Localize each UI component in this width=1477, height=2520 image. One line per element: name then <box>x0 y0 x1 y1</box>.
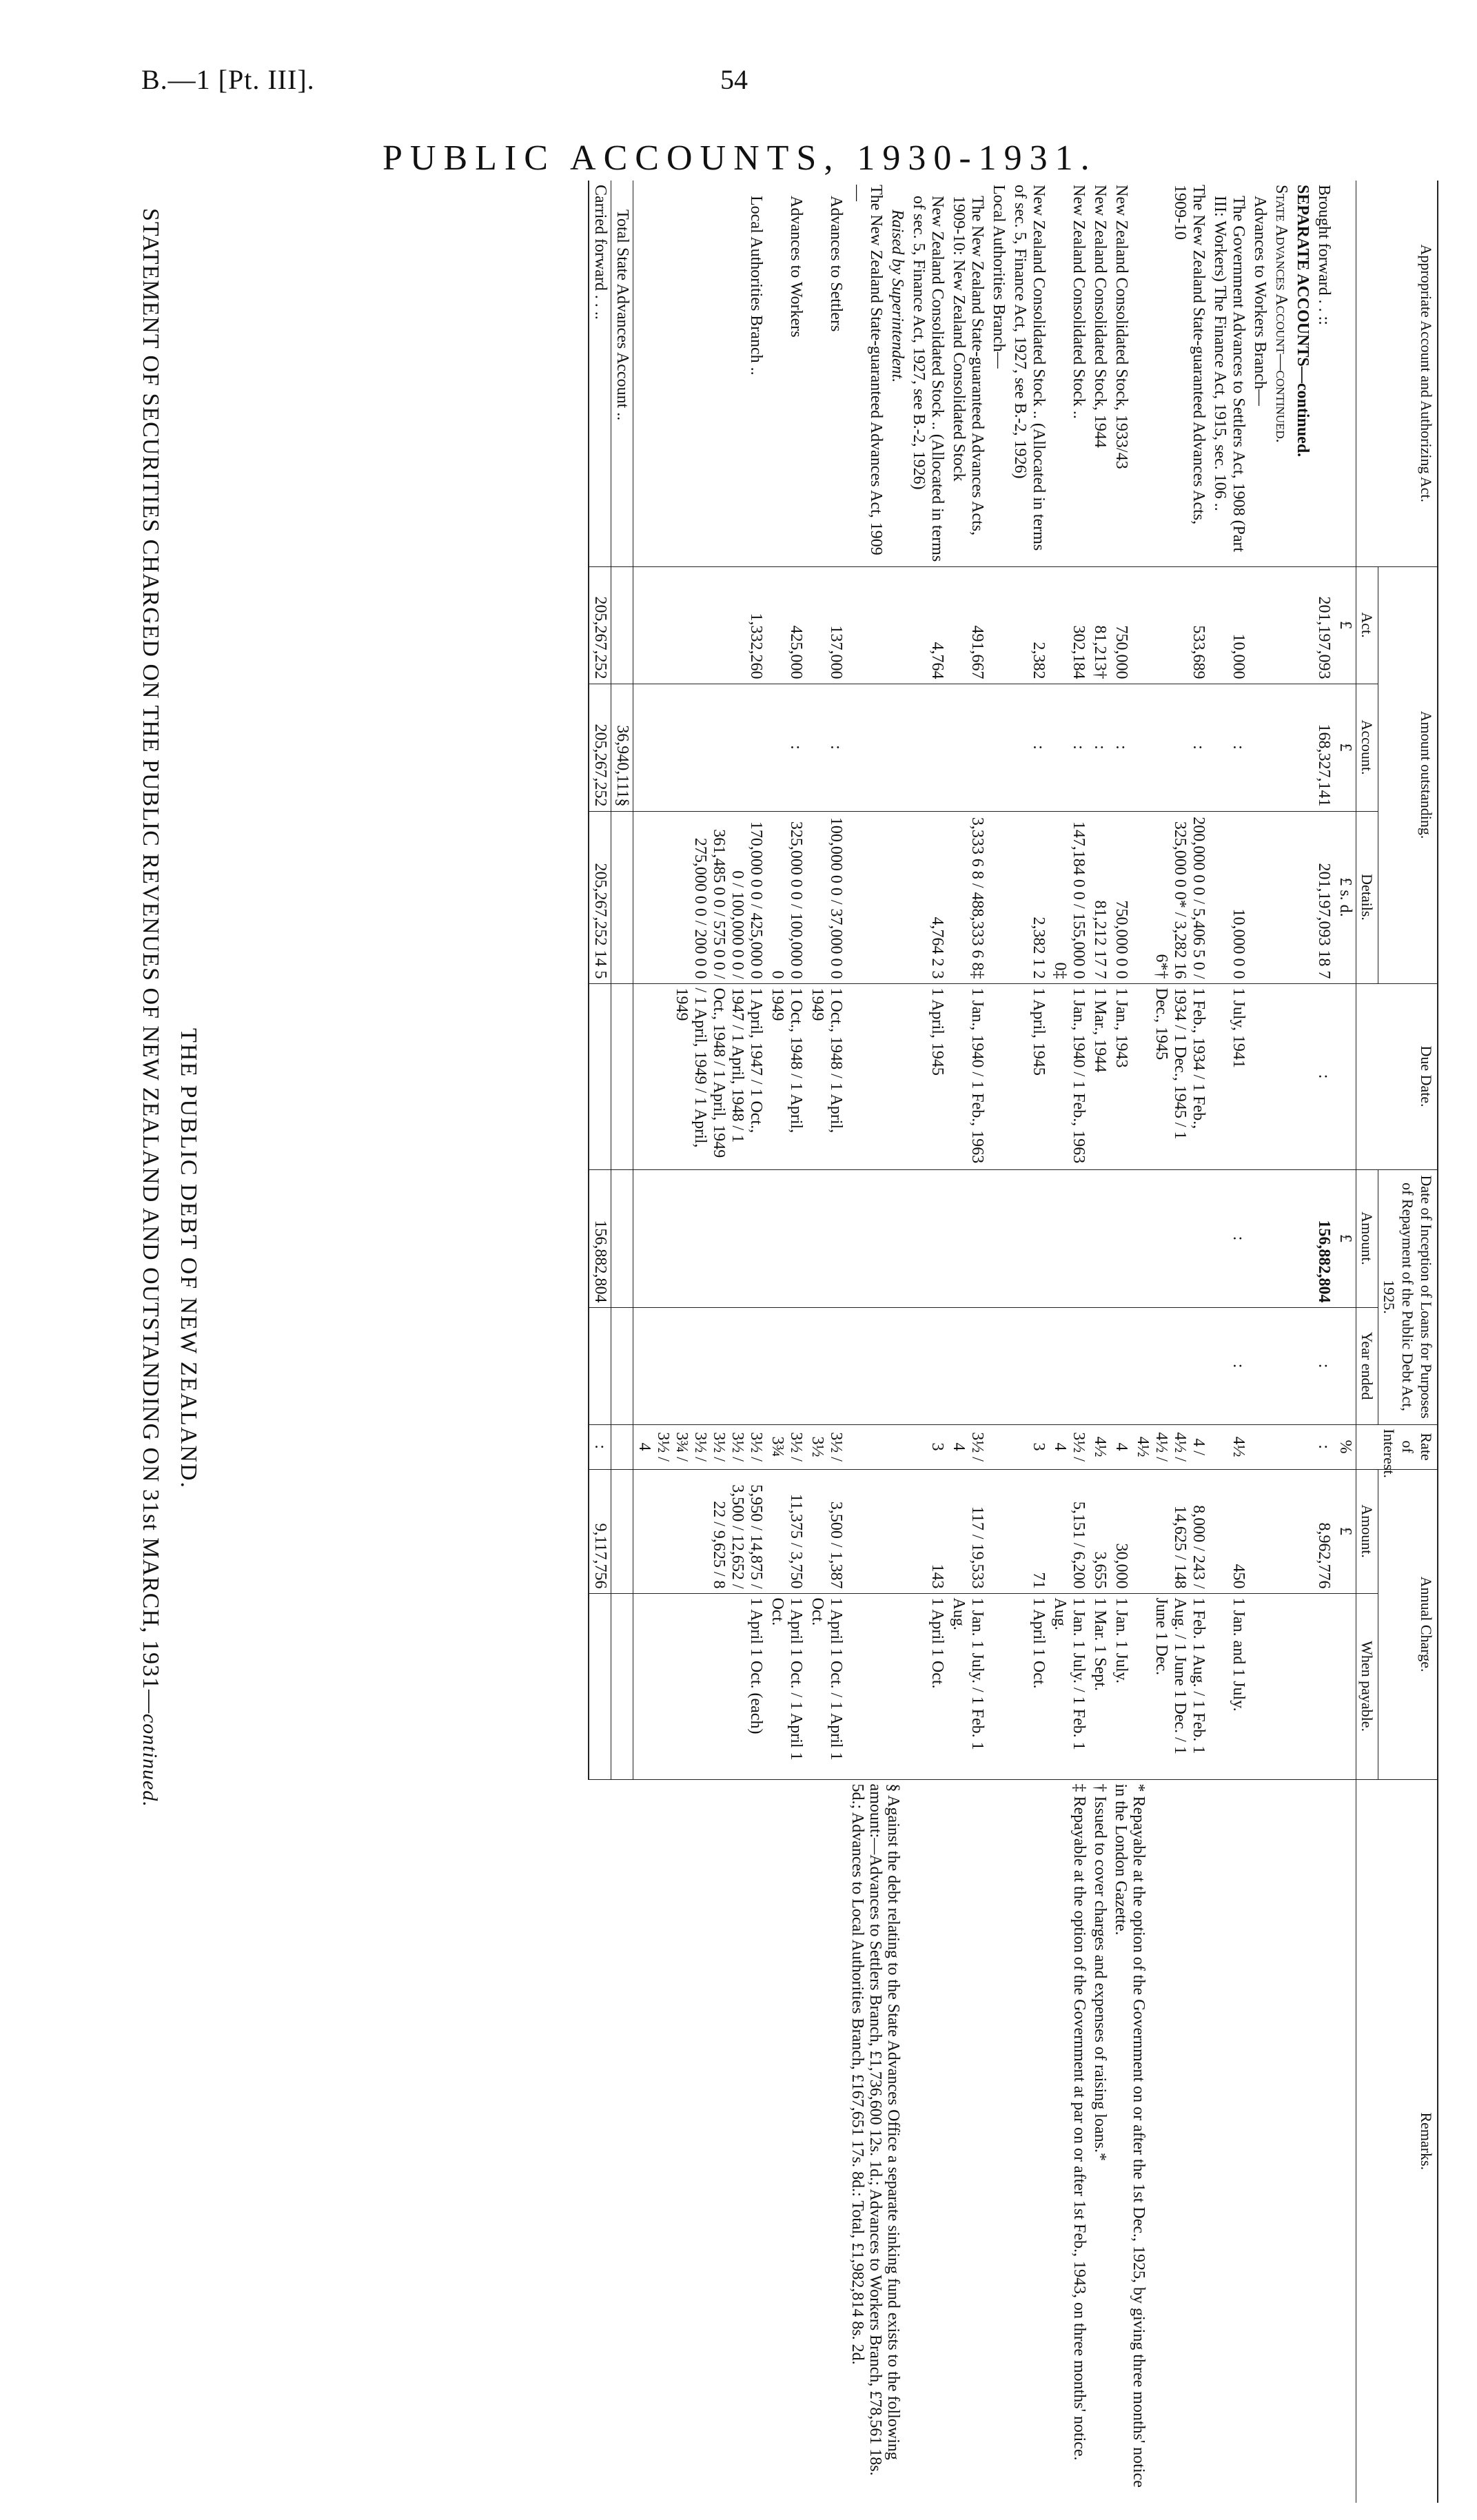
table-subtitle: STATEMENT OF SECURITIES CHARGED ON THE PUBLIC REVENUES OF NEW ZEALAND AND OUTSTANDING ON 31st MARCH, 1931—continued. <box>138 208 163 1807</box>
page-ref: B.—1 [Pt. III]. <box>141 64 315 95</box>
table-row: New Zealand Consolidated Stock .. (Allocated in terms of sec. 5, Finance Act, 1927, see B.-2, 1926) 2,382 : 2,382 1 2 1 April, 1945 3 71 1 April 1 Oct. <box>1009 181 1049 2503</box>
page-number: 54 <box>720 64 748 95</box>
public-debt-table <box>588 181 1438 2503</box>
col-act: Act. <box>1356 566 1378 684</box>
col-charge-amount: Amount. <box>1356 1469 1378 1593</box>
table-row-brought-forward: Brought forward . . :: 201,197,093 168,327,141 201,197,093 18 7 : 156,882,804 : : 8,962,776 <box>1313 181 1334 2503</box>
col-inception: Date of Inception of Loans for Purposes of Repayment of the Public Debt Act, 1925. <box>1378 1169 1438 1424</box>
col-inception-amount: Amount. <box>1356 1169 1378 1307</box>
page-title: PUBLIC ACCOUNTS, 1930-1931. <box>383 139 1097 178</box>
table-row: Advances to Workers 425,000 : 325,000 0 0 / 100,000 0 0 1 Oct., 1948 / 1 April, 1949 3½ / 3¾ 11,375 / 3,750 1 April 1 Oct. / 1 April 1 Oct. <box>766 181 806 2503</box>
col-details: Details. <box>1356 811 1378 983</box>
section-heading: SEPARATE ACCOUNTS—continued. <box>1292 181 1313 2503</box>
remarks-cell <box>589 1779 1356 2503</box>
table-row: The Government Advances to Settlers Act, 1908 (Part III: Workers) The Finance Act, 1915, sec. 106 .. 10,000 : 10,000 0 0 1 July, 1941 : : 4½ 450 1 Jan. and 1 July. <box>1209 181 1249 2503</box>
table-row: The New Zealand State-guaranteed Advances Acts, 1909-10 533,689 : 200,000 0 0 / 5,406 5 0 / 325,000 0 0* / 3,282 16 6*† 1 Feb., 1934 / 1 Feb., 1934 / 1 Dec., 1945 / 1 Dec., 1945 4 / 4½ / 4½ / 4½ 8,000 / 243 / 14,625 / 148 1 Feb. 1 Aug. / 1 Feb. 1 Aug. / 1 June 1 Dec. / 1 June 1 Dec. <box>1132 181 1209 2503</box>
table-row: New Zealand Consolidated Stock .. 302,184 : 147,184 0 0 / 155,000 0 0‡ 1 Jan., 1940 / 1 Feb., 1963 3½ / 4 5,151 / 6,200 1 Jan. 1 July. / 1 Feb. 1 Aug. <box>1049 181 1089 2503</box>
col-rate: Rate of Interest. <box>1356 1424 1438 1469</box>
table-row: New Zealand Consolidated Stock, 1944 81,213† : 81,212 17 7 1 Mar., 1944 4½ 3,655 1 Mar. 1 Sept. <box>1089 181 1110 2503</box>
units-row: £ £ £ s. d. £ % £ * Repayable at the option of the Government on or after the 1st Dec., 1925, by giving three months' notice in the London Gazette. † Issued to cover charges and expenses of raising loans.* ‡ Repayable at the option of the Government at par on or after 1st Feb., 1943, on three months' notice. § Against the debt relating to the State Advances Office a separate sinking fund exists to the following amount:—Advances to Settlers Branch, £1,736,600 12s. 1d.; Advances to Workers Branch, £78,561 18s. 5d.; Advances to Local Authorities Branch, £167,651 17s. 8d.: Total, £1,982,814 8s. 2d. <box>1334 181 1356 2503</box>
col-account-sub: Account. <box>1356 684 1378 811</box>
raised-act: The New Zealand State-guaranteed Advances Act, 1909— <box>846 181 886 2503</box>
branch-heading: Advances to Workers Branch— <box>1249 181 1270 2503</box>
remark-dagger: † Issued to cover charges and expenses of raising loans.* <box>1091 1783 1109 2161</box>
table-row: Advances to Settlers 137,000 : 100,000 0 0 / 37,000 0 0 1 Oct., 1948 / 1 April, 1949 3½ / 3½ 3,500 / 1,387 1 April 1 Oct. / 1 April 1 Oct. <box>806 181 846 2503</box>
table-row: New Zealand Consolidated Stock, 1933/43 750,000 : 750,000 0 0 1 Jan., 1943 4 30,000 1 Jan. 1 July. <box>1110 181 1132 2503</box>
col-account: Appropriate Account and Authorizing Act. <box>1356 181 1438 566</box>
remark-section: § Against the debt relating to the State Advances Office a separate sinking fund exists to the following amount:—Advances to Settlers Branch, £1,736,600 12s. 1d.; Advances to Workers Branch, £78,561 18s. 5d.; Advances to Local Authorities Branch, £167,651 17s. 8d.: Total, £1,982,814 8s. 2d. <box>848 1783 902 2476</box>
raised-heading: Raised by Superintendent. <box>886 181 908 2503</box>
table-row: The New Zealand State-guaranteed Advances Acts, 1909-10: New Zealand Consolidated Stock 491,667 3,333 6 8 / 488,333 6 8‡ 1 Jan., 1940 / 1 Feb., 1963 3½ / 4 117 / 19,533 1 Jan. 1 July. / 1 Feb. 1 Aug. <box>948 181 988 2503</box>
table-title: THE PUBLIC DEBT OF NEW ZEALAND. <box>176 1028 201 1489</box>
col-amount-outstanding: Amount outstanding. <box>1378 566 1438 983</box>
col-remarks: Remarks. <box>1356 1779 1438 2503</box>
col-due-date: Due Date. <box>1356 983 1438 1169</box>
rotated-table-area <box>112 181 1438 2503</box>
remark-ddagger: ‡ Repayable at the option of the Government at par on or after 1st Feb., 1943, on three months' notice. <box>1070 1783 1088 2461</box>
col-inception-year: Year ended <box>1356 1307 1378 1424</box>
table-row-total: Total State Advances Account .. 36,940,111§ <box>611 181 633 2503</box>
col-annual-charge: Annual Charge. <box>1378 1469 1438 1779</box>
table-row: Local Authorities Branch .. 1,332,260 170,000 0 0 / 425,000 0 0 / 100,000 0 0 / 361,485 0 0 / 575 0 0 / 275,000 0 0 / 200 0 0 1 April, 1947 / 1 Oct., 1947 / 1 April, 1948 / 1 Oct., 1948 / 1 April, 1949 / 1 April, 1949 / 1 April, 1949 3½ / 3½ / 3½ / 3½ / 3¾ / 3½ / 4 5,950 / 14,875 / 3,500 / 12,652 / 22 / 9,625 / 8 1 April 1 Oct. (each) <box>633 181 767 2503</box>
remark-star: * Repayable at the option of the Government on or after the 1st Dec., 1925, by giving three months' notice in the London Gazette. <box>1112 1783 1148 2488</box>
col-when-payable: When payable. <box>1356 1593 1378 1779</box>
table-row: New Zealand Consolidated Stock .. (Allocated in terms of sec. 5, Finance Act, 1927, see B.-2, 1926) 4,764 4,764 2 3 1 April, 1945 3 143 1 April 1 Oct. <box>908 181 948 2503</box>
table-row-carried-forward: Carried forward . . .. 205,267,252 205,267,252 205,267,252 14 5 156,882,804 : 9,117,756 <box>589 181 611 2503</box>
branch-heading: Local Authorities Branch— <box>988 181 1009 2503</box>
subsection-heading: State Advances Account—continued. <box>1270 181 1292 2503</box>
